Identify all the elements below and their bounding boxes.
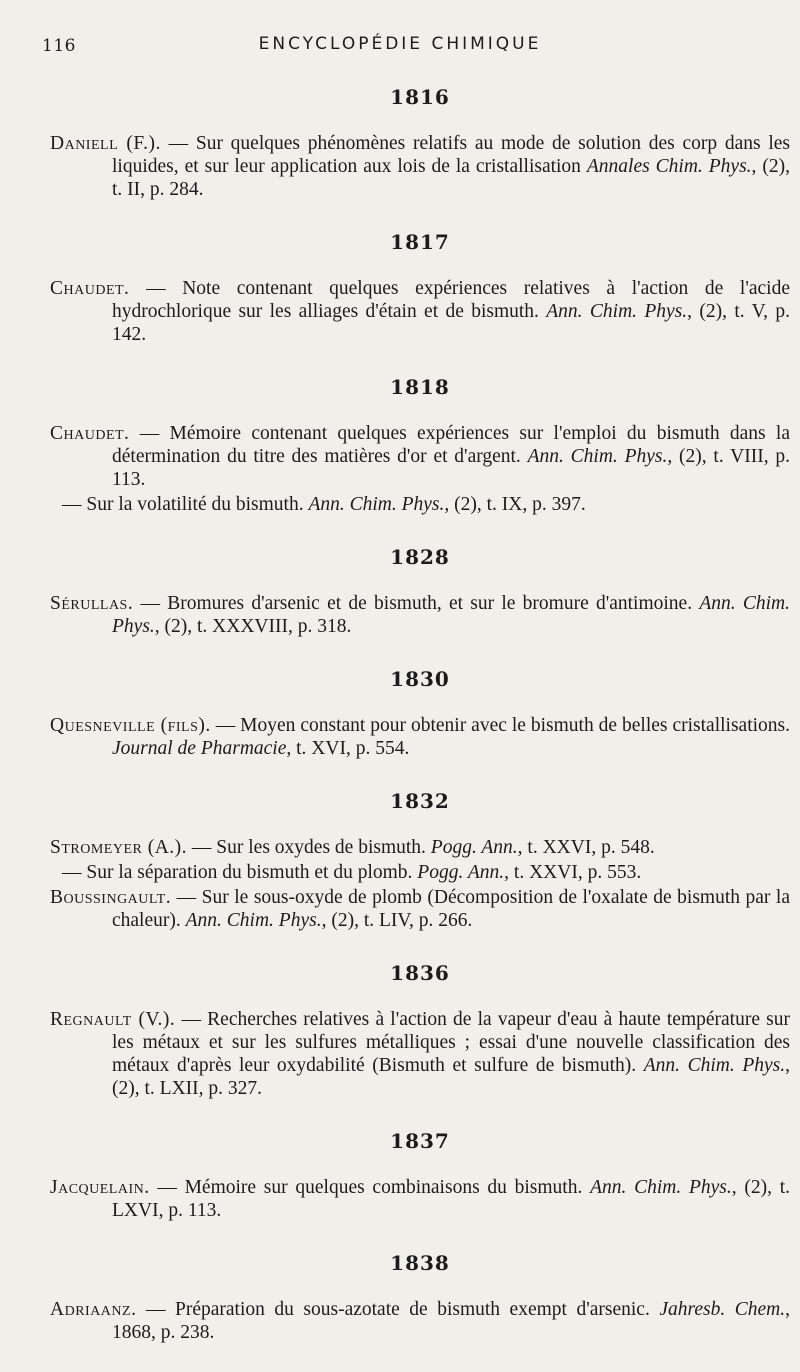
year-heading: 1830 xyxy=(390,667,450,691)
year-section xyxy=(50,544,790,638)
entry-author: Sérullas. xyxy=(50,593,134,614)
entry-ref: , (2), t. VIII, p. 113. xyxy=(112,446,790,490)
year-heading: 1817 xyxy=(390,230,450,254)
bibliography-entry xyxy=(50,422,790,491)
year-heading: 1838 xyxy=(390,1251,450,1275)
entry-source: Pogg. Ann. xyxy=(417,862,505,883)
page-number: 116 xyxy=(42,36,76,56)
year-heading: 1832 xyxy=(390,789,450,813)
entry-ref: , (2), t. IX, p. 397. xyxy=(444,494,586,515)
year-section xyxy=(50,960,790,1100)
entry-author: Quesneville (fils). xyxy=(50,715,211,736)
entry-author: Stromeyer (A.). xyxy=(50,837,188,858)
entry-ref: , (2), t. XXXVIII, p. 318. xyxy=(154,616,352,637)
year-heading: 1816 xyxy=(390,85,450,109)
entry-author: Regnault (V.). xyxy=(50,1009,176,1030)
entry-source: Ann. Chim. Phys. xyxy=(643,1055,786,1076)
running-title: ENCYCLOPÉDIE CHIMIQUE xyxy=(258,34,542,54)
entry-text: — Note contenant quelques expériences relatives à l'action de l'acide hydrochlorique sur les alliages d'étain et de bismuth. xyxy=(112,278,790,322)
page-header xyxy=(0,34,800,58)
bibliography-entry xyxy=(50,1298,790,1344)
bibliography-entry xyxy=(50,592,790,638)
entry-source: Pogg. Ann. xyxy=(430,837,518,858)
bibliography xyxy=(50,84,790,1372)
entry-source: Ann. Chim. Phys. xyxy=(308,494,445,515)
entry-ref: , t. XXVI, p. 553. xyxy=(504,862,642,883)
bibliography-entry xyxy=(50,1008,790,1100)
bibliography-entry xyxy=(50,836,790,859)
year-section xyxy=(50,788,790,932)
year-section xyxy=(50,84,790,201)
entry-source: Ann. Chim. Phys. xyxy=(527,446,668,467)
entry-ref: , 1868, p. 238. xyxy=(112,1299,790,1343)
bibliography-entry xyxy=(50,1176,790,1222)
entry-source: Ann. Chim. Phys. xyxy=(112,593,790,637)
year-heading: 1828 xyxy=(390,545,450,569)
entry-ref: , (2), t. II, p. 284. xyxy=(112,156,790,200)
bibliography-entry xyxy=(50,132,790,201)
entry-author: Adriaanz. xyxy=(50,1299,137,1320)
entry-ref: , (2), t. V, p. 142. xyxy=(112,301,791,345)
entry-author: Boussingault. xyxy=(50,887,172,908)
entry-author: Chaudet. xyxy=(50,278,130,299)
entry-text: — Mémoire contenant quelques expériences sur l'emploi du bismuth dans la détermination du titre des matières d'or et d'argent. xyxy=(112,423,790,467)
entry-source: Annales Chim. Phys. xyxy=(586,156,752,177)
entry-text: — Sur la volatilité du bismuth. xyxy=(62,494,309,515)
entry-source: Ann. Chim. Phys. xyxy=(546,301,688,322)
entry-ref: , (2), t. LXVI, p. 113. xyxy=(112,1177,790,1221)
entry-text: — Sur quelques phénomènes relatifs au mode de solution des corp dans les liquides, et sur leur application aux lois de la cristallisation xyxy=(112,133,790,177)
entry-ref: , (2), t. LXII, p. 327. xyxy=(112,1055,790,1099)
bibliography-entry xyxy=(50,861,790,884)
bibliography-entry xyxy=(50,277,790,346)
year-heading: 1837 xyxy=(390,1129,450,1153)
bibliography-entry xyxy=(50,493,790,516)
entry-author: Jacquelain. xyxy=(50,1177,150,1198)
entry-text: — Bromures d'arsenic et de bismuth, et sur le bromure d'antimoine. xyxy=(133,593,700,614)
year-section xyxy=(50,666,790,760)
year-section xyxy=(50,1250,790,1344)
year-section xyxy=(50,374,790,516)
entry-source: Jahresb. Chem. xyxy=(659,1299,786,1320)
entry-text: — Moyen constant pour obtenir avec le bismuth de belles cristallisations. xyxy=(210,715,790,736)
year-section xyxy=(50,229,790,346)
year-section xyxy=(50,1128,790,1222)
year-heading: 1818 xyxy=(390,375,450,399)
entry-ref: , (2), t. LIV, p. 266. xyxy=(321,910,473,931)
entry-ref: , t. XVI, p. 554. xyxy=(286,738,410,759)
entry-text: — Sur la séparation du bismuth et du plomb. xyxy=(62,862,418,883)
entry-text: — Sur le sous-oxyde de plomb (Décomposition de l'oxalate de bismuth par la chaleur). xyxy=(112,887,790,931)
entry-author: Chaudet. xyxy=(50,423,130,444)
entry-text: — Recherches relatives à l'action de la vapeur d'eau à haute température sur les métaux et sur les sulfures métalliques ; essai d'une nouvelle classification des métaux d'après leur oxydabilité (Bismuth et sulfure de bismuth). xyxy=(112,1009,791,1076)
entry-ref: , t. XXVI, p. 548. xyxy=(517,837,655,858)
bibliography-entry xyxy=(50,714,790,760)
year-heading: 1836 xyxy=(390,961,450,985)
entry-source: Ann. Chim. Phys. xyxy=(590,1177,732,1198)
entry-source: Journal de Pharmacie xyxy=(112,738,287,759)
entry-author: Daniell (F.). xyxy=(50,133,161,154)
entry-text: — Préparation du sous-azotate de bismuth exempt d'arsenic. xyxy=(136,1299,660,1320)
entry-text: — Mémoire sur quelques combinaisons du bismuth. xyxy=(149,1177,591,1198)
entry-text: — Sur les oxydes de bismuth. xyxy=(187,837,431,858)
bibliography-entry xyxy=(50,886,790,932)
entry-source: Ann. Chim. Phys. xyxy=(185,910,322,931)
